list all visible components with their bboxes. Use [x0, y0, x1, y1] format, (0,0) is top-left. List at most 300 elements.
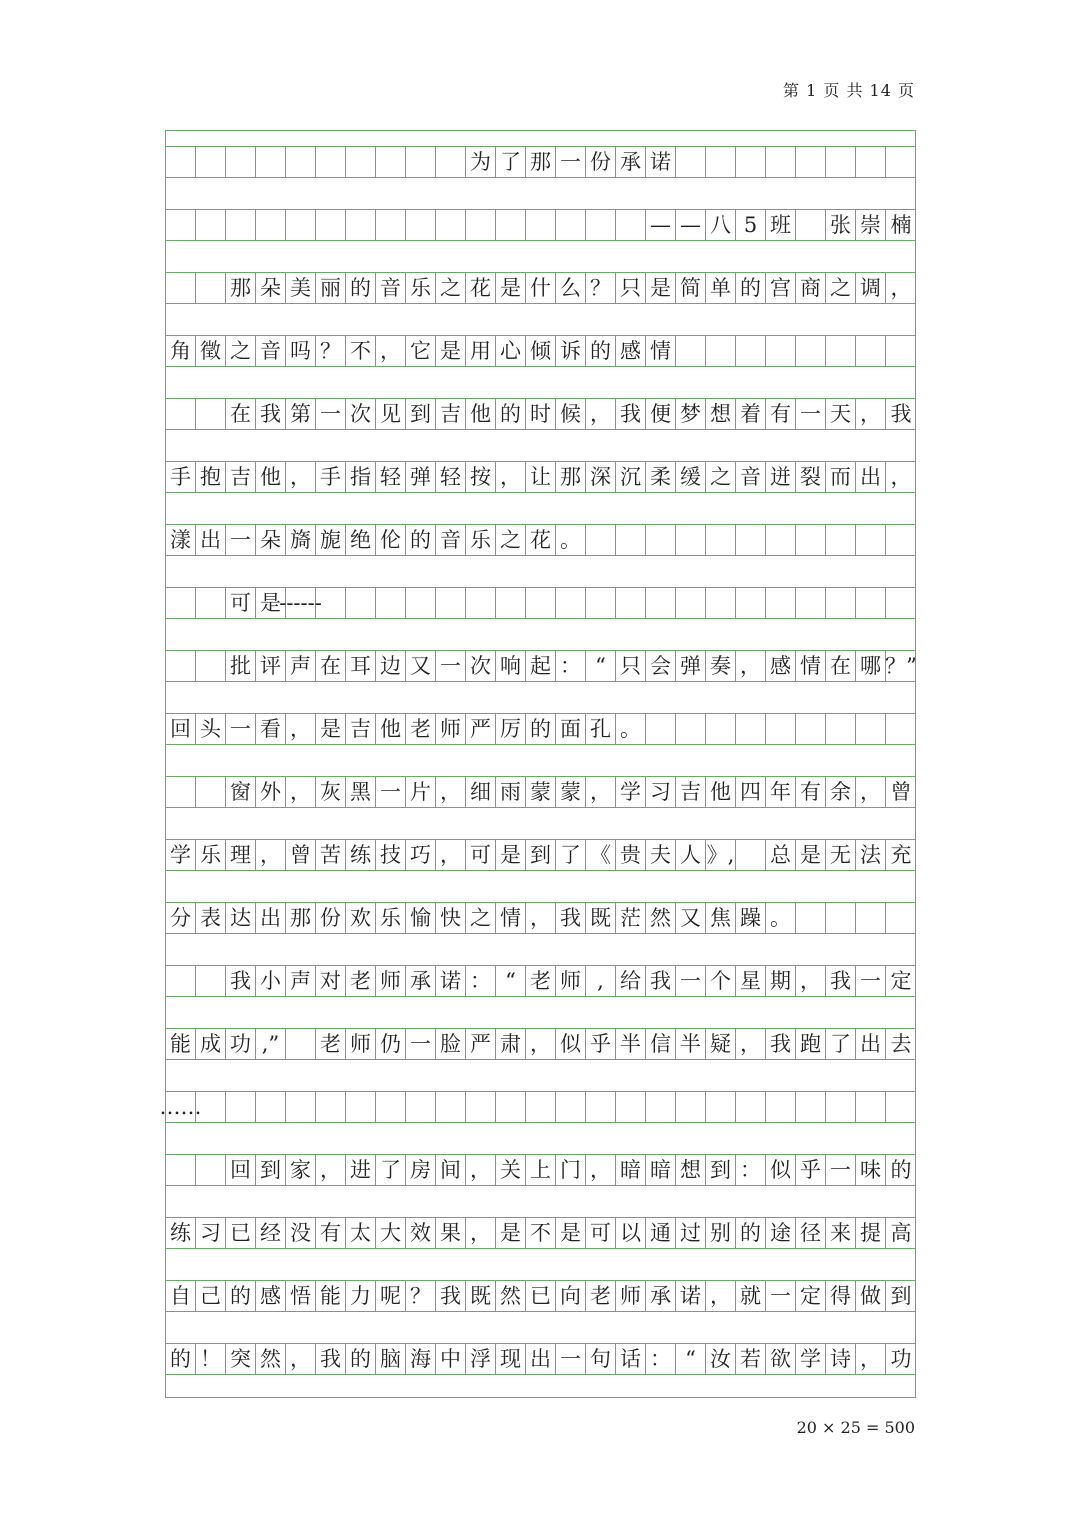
grid-cell	[856, 714, 886, 745]
grid-cell	[166, 777, 196, 808]
grid-cell: 己	[196, 1281, 226, 1312]
grid-cell: 。	[556, 525, 586, 556]
grid-cell: 情	[646, 336, 676, 367]
grid-cell: 肃	[496, 1029, 526, 1060]
grid-cell: 乐	[406, 273, 436, 304]
grid-cell	[796, 210, 826, 241]
grid-cell: 突	[226, 1344, 256, 1375]
grid-cell	[616, 525, 646, 556]
grid-spacer	[166, 1312, 915, 1344]
grid-cell	[676, 525, 706, 556]
grid-cell: 评	[256, 651, 286, 682]
grid-spacer	[166, 808, 915, 840]
grid-cell: 的	[526, 714, 556, 745]
grid-cell	[736, 840, 766, 871]
grid-cell: 让	[526, 462, 556, 493]
grid-cell: ，	[436, 777, 466, 808]
grid-cell: 了	[556, 840, 586, 871]
grid-cell	[766, 336, 796, 367]
grid-cell: 丽	[316, 273, 346, 304]
grid-cell: 习	[646, 777, 676, 808]
grid-cell: 海	[406, 1344, 436, 1375]
grid-cell: 不	[346, 336, 376, 367]
grid-cell: 巧	[406, 840, 436, 871]
grid-cell: 出	[856, 1029, 886, 1060]
grid-cell	[796, 336, 826, 367]
grid-cell	[796, 903, 826, 934]
grid-row	[166, 462, 915, 493]
grid-cell: 之	[826, 273, 856, 304]
grid-cell: 之	[436, 273, 466, 304]
grid-cell: 弹	[676, 651, 706, 682]
grid-cell: 他	[256, 462, 286, 493]
grid-cell: ？	[406, 1281, 436, 1312]
grid-cell: 音	[256, 336, 286, 367]
grid-cell: 一	[376, 777, 406, 808]
grid-cell	[286, 1092, 316, 1123]
grid-cell: 以	[616, 1218, 646, 1249]
grid-cell: 曾	[286, 840, 316, 871]
grid-cell: 旎	[316, 525, 346, 556]
grid-cell: 的	[496, 399, 526, 430]
grid-cell: 的	[736, 1218, 766, 1249]
grid-cell	[856, 903, 886, 934]
grid-cell: 迸	[766, 462, 796, 493]
grid-cell: 效	[406, 1218, 436, 1249]
grid-cell: 倾	[526, 336, 556, 367]
grid-cell: 提	[856, 1218, 886, 1249]
grid-cell: 快	[436, 903, 466, 934]
grid-cell: 在	[316, 651, 346, 682]
grid-cell: 是	[496, 1218, 526, 1249]
grid-cell	[196, 399, 226, 430]
grid-cell: ，	[736, 651, 766, 682]
grid-cell: 孔	[586, 714, 616, 745]
grid-cell: 之	[706, 462, 736, 493]
grid-cell	[166, 399, 196, 430]
grid-cell: ，	[586, 399, 616, 430]
grid-cell	[676, 1092, 706, 1123]
grid-cell: 小	[256, 966, 286, 997]
grid-cell: 没	[286, 1218, 316, 1249]
grid-cell: 在	[226, 399, 256, 430]
grid-cell: 焦	[706, 903, 736, 934]
grid-cell: 感	[766, 651, 796, 682]
grid-cell: 人	[676, 840, 706, 871]
grid-cell: 花	[466, 273, 496, 304]
grid-cell: 似	[556, 1029, 586, 1060]
grid-cell	[856, 588, 886, 619]
grid-cell	[826, 147, 856, 178]
grid-cell: 欢	[346, 903, 376, 934]
grid-cell: 那	[526, 147, 556, 178]
grid-cell: ？	[316, 336, 346, 367]
grid-cell: 又	[406, 651, 436, 682]
grid-cell: 诺	[436, 966, 466, 997]
grid-cell: 回	[166, 714, 196, 745]
grid-cell	[436, 147, 466, 178]
grid-cell: 出	[196, 525, 226, 556]
grid-cell: ，	[796, 966, 826, 997]
grid-cell: 想	[706, 399, 736, 430]
grid-cell: 承	[406, 966, 436, 997]
grid-cell: 那	[286, 903, 316, 934]
grid-cell	[676, 336, 706, 367]
grid-cell: 四	[736, 777, 766, 808]
grid-cell: 蒙	[556, 777, 586, 808]
grid-cell	[706, 147, 736, 178]
grid-cell: 在	[826, 651, 856, 682]
grid-row	[166, 840, 915, 871]
grid-cell: 次	[346, 399, 376, 430]
grid-cell: 能	[166, 1029, 196, 1060]
grid-cell: 师	[376, 966, 406, 997]
grid-cell: 音	[376, 273, 406, 304]
grid-cell: 跑	[796, 1029, 826, 1060]
grid-cell: 乐	[466, 525, 496, 556]
grid-cell: 份	[316, 903, 346, 934]
grid-cell: 一	[556, 1344, 586, 1375]
grid-spacer	[166, 745, 915, 777]
grid-cell	[466, 588, 496, 619]
grid-cell: 宫	[766, 273, 796, 304]
grid-cell: 着	[736, 399, 766, 430]
grid-cell	[346, 147, 376, 178]
grid-cell: 诺	[646, 147, 676, 178]
grid-cell: 楠	[886, 210, 916, 241]
grid-cell	[256, 210, 286, 241]
grid-cell: 星	[736, 966, 766, 997]
grid-cell	[256, 1092, 286, 1123]
grid-cell	[316, 588, 346, 619]
grid-cell: 心	[496, 336, 526, 367]
grid-cell: 是	[796, 840, 826, 871]
grid-cell: 的	[226, 1281, 256, 1312]
grid-cell: 是	[256, 588, 286, 619]
grid-cell: 的	[886, 1155, 916, 1186]
grid-cell: 只	[616, 273, 646, 304]
grid-cell: —	[646, 210, 676, 241]
grid-cell: 可	[466, 840, 496, 871]
grid-cell: 来	[826, 1218, 856, 1249]
manuscript-grid	[159, 130, 917, 1398]
grid-cell: 房	[406, 1155, 436, 1186]
grid-cell: 候	[556, 399, 586, 430]
grid-cell: 用	[466, 336, 496, 367]
grid-row	[166, 273, 915, 304]
grid-cell	[886, 336, 916, 367]
grid-cell	[646, 525, 676, 556]
grid-cell: 美	[286, 273, 316, 304]
grid-cell: ，	[286, 1344, 316, 1375]
grid-cell: 贵	[616, 840, 646, 871]
grid-cell: 老	[526, 966, 556, 997]
grid-cell: 吗	[286, 336, 316, 367]
grid-cell: 感	[616, 336, 646, 367]
grid-cell: 门	[556, 1155, 586, 1186]
grid-cell: 可	[586, 1218, 616, 1249]
grid-cell: 轻	[436, 462, 466, 493]
grid-cell: 份	[586, 147, 616, 178]
grid-cell: 疑	[706, 1029, 736, 1060]
grid-cell: 然	[646, 903, 676, 934]
grid-cell: ------	[286, 588, 316, 619]
grid-cell: 《	[586, 840, 616, 871]
grid-cell: 吉	[676, 777, 706, 808]
grid-cell: 他	[466, 399, 496, 430]
grid-cell: ？”	[886, 651, 916, 682]
grid-cell: 我	[886, 399, 916, 430]
grid-cell: 师	[616, 1281, 646, 1312]
grid-cell	[856, 1092, 886, 1123]
grid-cell: 的	[586, 336, 616, 367]
grid-cell	[166, 966, 196, 997]
grid-cell: 师	[436, 714, 466, 745]
grid-row	[166, 714, 915, 745]
grid-cell: 沉	[616, 462, 646, 493]
grid-cell: ，	[586, 1155, 616, 1186]
grid-cell: 蒙	[526, 777, 556, 808]
grid-cell	[496, 588, 526, 619]
grid-cell: 总	[766, 840, 796, 871]
grid-cell: 见	[376, 399, 406, 430]
grid-cell: 哪	[856, 651, 886, 682]
grid-cell: 绝	[346, 525, 376, 556]
grid-cell: 年	[766, 777, 796, 808]
grid-cell: 茫	[616, 903, 646, 934]
grid-cell: 一	[856, 966, 886, 997]
grid-cell: 情	[496, 903, 526, 934]
grid-cell: 的	[346, 1344, 376, 1375]
grid-cell: 头	[196, 714, 226, 745]
grid-cell	[826, 588, 856, 619]
grid-cell: 通	[646, 1218, 676, 1249]
grid-spacer	[166, 1186, 915, 1218]
grid-cell: 诺	[676, 1281, 706, 1312]
grid-cell: 。	[616, 714, 646, 745]
grid-cell: 会	[646, 651, 676, 682]
grid-cell: 话	[616, 1344, 646, 1375]
grid-cell	[586, 1092, 616, 1123]
grid-cell: 到	[886, 1281, 916, 1312]
grid-cell: 只	[616, 651, 646, 682]
grid-cell: 向	[556, 1281, 586, 1312]
grid-cell	[826, 1092, 856, 1123]
grid-cell: 吉	[346, 714, 376, 745]
grid-cell: 简	[676, 273, 706, 304]
grid-cell: 进	[346, 1155, 376, 1186]
grid-cell: 一	[316, 399, 346, 430]
grid-cell: 感	[256, 1281, 286, 1312]
grid-cell: 做	[856, 1281, 886, 1312]
grid-cell	[766, 147, 796, 178]
grid-cell	[886, 1092, 916, 1123]
grid-cell: 诗	[826, 1344, 856, 1375]
grid-cell	[556, 1092, 586, 1123]
grid-cell: 我	[316, 1344, 346, 1375]
grid-cell: ，	[496, 462, 526, 493]
grid-cell: 我	[436, 1281, 466, 1312]
grid-cell: 音	[736, 462, 766, 493]
grid-cell: 面	[556, 714, 586, 745]
grid-cell: ，	[706, 1281, 736, 1312]
grid-cell	[706, 1092, 736, 1123]
grid-cell: ，	[736, 1029, 766, 1060]
grid-cell	[196, 147, 226, 178]
grid-cell	[166, 588, 196, 619]
grid-spacer	[166, 556, 915, 588]
grid-cell: 果	[436, 1218, 466, 1249]
grid-cell	[646, 588, 676, 619]
grid-cell: 黑	[346, 777, 376, 808]
grid-cell	[196, 1092, 226, 1123]
grid-cell: 他	[376, 714, 406, 745]
grid-cell: 充	[886, 840, 916, 871]
grid-cell	[226, 1092, 256, 1123]
grid-cell: 漾	[166, 525, 196, 556]
grid-cell: 我	[256, 399, 286, 430]
grid-cell: 一	[796, 399, 826, 430]
grid-cell: 句	[586, 1344, 616, 1375]
grid-cell: 功	[226, 1029, 256, 1060]
grid-cell: 悟	[286, 1281, 316, 1312]
grid-cell	[796, 147, 826, 178]
grid-cell	[166, 1155, 196, 1186]
grid-cell: ，	[466, 1155, 496, 1186]
grid-cell: 期	[766, 966, 796, 997]
grid-cell: 边	[376, 651, 406, 682]
grid-cell	[196, 273, 226, 304]
grid-cell: 能	[316, 1281, 346, 1312]
grid-cell	[706, 525, 736, 556]
grid-cell: 回	[226, 1155, 256, 1186]
grid-cell: ，	[256, 840, 286, 871]
grid-row	[166, 147, 915, 178]
grid-cell: 是	[646, 273, 676, 304]
grid-cell	[346, 1092, 376, 1123]
grid-cell: 学	[796, 1344, 826, 1375]
grid-cell	[826, 336, 856, 367]
grid-cell: 师	[556, 966, 586, 997]
grid-cell: 技	[376, 840, 406, 871]
grid-cell: 表	[196, 903, 226, 934]
grid-cell	[196, 1155, 226, 1186]
grid-cell: 单	[706, 273, 736, 304]
grid-cell: —	[676, 210, 706, 241]
grid-cell: 乐	[376, 903, 406, 934]
grid-cell	[616, 588, 646, 619]
grid-cell: 半	[676, 1029, 706, 1060]
grid-cell: 厉	[496, 714, 526, 745]
grid-cell: 裂	[796, 462, 826, 493]
grid-cell: ，	[466, 1218, 496, 1249]
grid-cell: 朵	[256, 525, 286, 556]
grid-spacer	[166, 1123, 915, 1155]
grid-cell: 的	[736, 273, 766, 304]
grid-cell: 》,	[706, 840, 736, 871]
grid-cell: 老	[346, 966, 376, 997]
grid-cell: 到	[706, 1155, 736, 1186]
grid-cell: 曾	[886, 777, 916, 808]
grid-cell: 高	[886, 1218, 916, 1249]
grid-cell: 便	[646, 399, 676, 430]
grid-cell: 之	[226, 336, 256, 367]
grid-cell	[166, 210, 196, 241]
grid-cell	[196, 210, 226, 241]
grid-cell: 仍	[376, 1029, 406, 1060]
grid-cell: 脑	[376, 1344, 406, 1375]
grid-cell: 它	[406, 336, 436, 367]
grid-cell: 旖	[286, 525, 316, 556]
grid-cell: ，	[436, 840, 466, 871]
grid-cell: ，	[856, 399, 886, 430]
grid-cell	[436, 1092, 466, 1123]
grid-cell: 大	[376, 1218, 406, 1249]
grid-cell: 成	[196, 1029, 226, 1060]
grid-cell: 去	[886, 1029, 916, 1060]
grid-spacer	[166, 1060, 915, 1092]
grid-cell	[886, 588, 916, 619]
grid-row	[166, 588, 915, 619]
grid-cell: 给	[616, 966, 646, 997]
grid-cell: 什	[526, 273, 556, 304]
grid-cell: 抱	[196, 462, 226, 493]
grid-cell	[226, 147, 256, 178]
grid-cell: 一	[676, 966, 706, 997]
grid-cell	[826, 525, 856, 556]
grid-cell: ：	[556, 651, 586, 682]
grid-spacer	[166, 1249, 915, 1281]
grid-spacer	[166, 241, 915, 273]
grid-cell: 花	[526, 525, 556, 556]
grid-cell: 片	[406, 777, 436, 808]
grid-cell: 我	[616, 399, 646, 430]
grid-cell	[736, 1092, 766, 1123]
grid-cell: 一	[766, 1281, 796, 1312]
grid-cell: ，	[526, 903, 556, 934]
grid-cell	[616, 210, 646, 241]
grid-cell	[736, 588, 766, 619]
grid-cell: 诉	[556, 336, 586, 367]
grid-cell: 情	[796, 651, 826, 682]
grid-cell: “	[586, 651, 616, 682]
grid-row	[166, 903, 915, 934]
grid-cell: ，	[886, 462, 916, 493]
grid-cell: 是	[496, 840, 526, 871]
grid-cell: 批	[226, 651, 256, 682]
grid-cell	[796, 1092, 826, 1123]
grid-cell: 然	[256, 1344, 286, 1375]
grid-row	[166, 777, 915, 808]
grid-cell: ，	[286, 714, 316, 745]
grid-cell: 到	[256, 1155, 286, 1186]
grid-cell	[376, 210, 406, 241]
grid-cell	[316, 147, 346, 178]
grid-cell	[586, 210, 616, 241]
grid-cell	[676, 147, 706, 178]
grid-cell	[766, 525, 796, 556]
grid-spacer	[166, 178, 915, 210]
grid-cell	[376, 1092, 406, 1123]
grid-cell	[436, 588, 466, 619]
grid-cell: 我	[766, 1029, 796, 1060]
grid-cell: 不	[526, 1218, 556, 1249]
grid-cell: 是	[556, 1218, 586, 1249]
grid-cell: 达	[226, 903, 256, 934]
grid-cell: 商	[796, 273, 826, 304]
grid-cell: 老	[586, 1281, 616, 1312]
grid-cell	[616, 1092, 646, 1123]
